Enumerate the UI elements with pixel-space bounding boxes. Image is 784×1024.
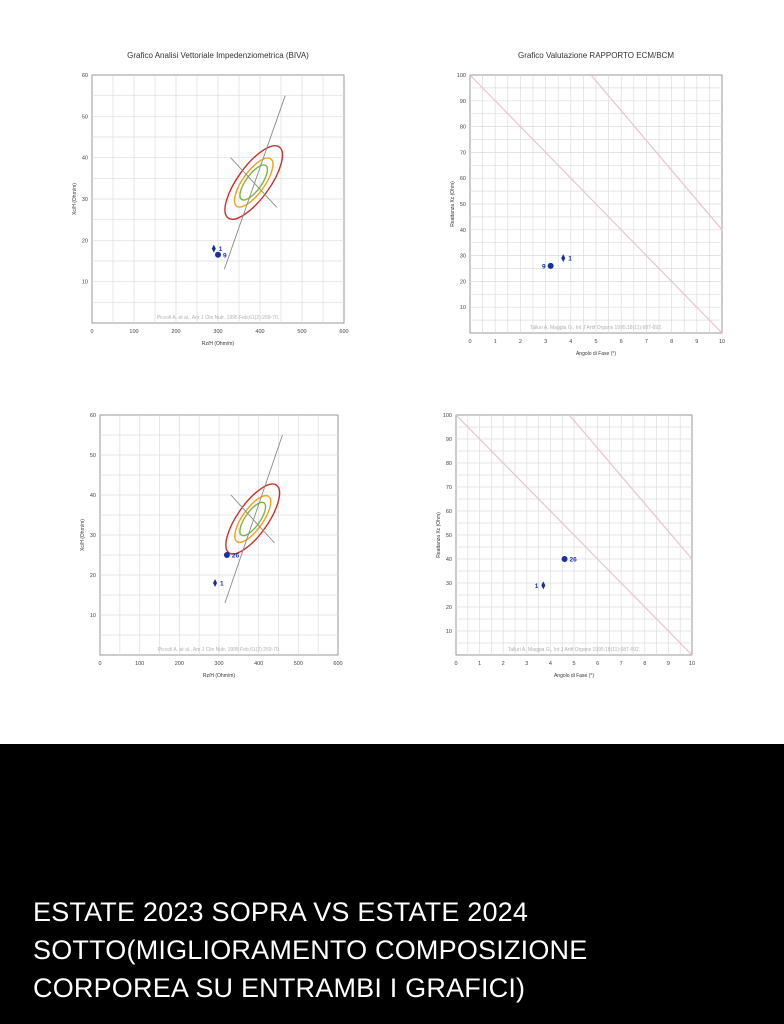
biva-chart-2023 xyxy=(60,30,380,370)
chart-credit: Talluri A, Maggia G., Int J Artif Organs 1995;18(11):687-692. xyxy=(529,325,663,331)
caption-text: ESTATE 2023 SOPRA VS ESTATE 2024 SOTTO(MIGLIORAMENTO COMPOSIZIONE CORPOREA SU ENTRAMBI I GRAFICI) xyxy=(33,897,588,1003)
x-tick-label: 4 xyxy=(548,661,552,667)
x-tick-label: 6 xyxy=(619,339,623,345)
x-tick-label: 0 xyxy=(90,329,94,335)
y-tick-label: 40 xyxy=(445,557,452,563)
data-point-26-marker xyxy=(562,556,568,562)
x-axis-title: Angolo di Fase (°) xyxy=(553,673,595,679)
y-tick-label: 70 xyxy=(445,485,452,491)
y-tick-label: 60 xyxy=(459,176,466,183)
y-tick-label: 60 xyxy=(445,509,452,515)
ecm-bcm-chart-2023 xyxy=(438,30,758,370)
y-axis-title: Reattanza Xc (Ohm) xyxy=(450,181,456,227)
x-tick-label: 8 xyxy=(643,661,647,667)
data-point-9-marker xyxy=(548,263,554,269)
x-tick-label: 400 xyxy=(254,661,264,667)
y-tick-label: 60 xyxy=(81,73,88,79)
x-tick-label: 200 xyxy=(171,329,181,335)
x-tick-label: 4 xyxy=(569,339,573,345)
y-tick-label: 30 xyxy=(445,581,452,587)
data-point-label: 1 xyxy=(534,582,539,590)
x-tick-label: 0 xyxy=(98,661,102,667)
biva-chart-2024 xyxy=(68,395,388,695)
x-tick-label: 100 xyxy=(135,661,145,667)
x-tick-label: 6 xyxy=(596,661,600,667)
y-axis-title: Xc/H (Ohm/m) xyxy=(72,183,78,215)
y-tick-label: 50 xyxy=(459,202,466,208)
y-tick-label: 40 xyxy=(459,227,466,234)
x-tick-label: 5 xyxy=(594,339,598,345)
y-tick-label: 10 xyxy=(81,279,88,286)
x-tick-label: 400 xyxy=(255,329,265,335)
data-point-label: 1 xyxy=(220,580,224,588)
y-tick-label: 90 xyxy=(459,98,466,105)
x-axis-title: Rz/H (Ohm/m) xyxy=(201,341,235,347)
y-axis-title: Reattanza Xc (Ohm) xyxy=(436,512,442,558)
x-tick-label: 300 xyxy=(213,329,223,335)
x-tick-label: 600 xyxy=(339,329,349,335)
data-point-label: 9 xyxy=(542,263,546,271)
y-tick-label: 10 xyxy=(89,613,96,619)
x-tick-label: 1 xyxy=(493,339,497,345)
x-tick-label: 9 xyxy=(695,339,699,345)
y-tick-label: 20 xyxy=(81,238,88,245)
data-point-label: 1 xyxy=(568,255,572,263)
y-tick-label: 50 xyxy=(89,453,96,459)
ecm-bcm-chart-2024 xyxy=(426,395,746,695)
x-tick-label: 10 xyxy=(688,661,696,667)
y-tick-label: 80 xyxy=(459,124,466,131)
y-tick-label: 20 xyxy=(445,605,452,611)
y-tick-label: 10 xyxy=(459,305,466,312)
data-point-label: 9 xyxy=(223,252,227,260)
x-tick-label: 5 xyxy=(572,661,576,667)
y-tick-label: 100 xyxy=(456,73,466,79)
data-point-label: 26 xyxy=(569,556,577,564)
y-tick-label: 50 xyxy=(81,114,88,121)
x-tick-label: 3 xyxy=(525,661,529,667)
y-tick-label: 30 xyxy=(89,533,96,539)
chart-title: Grafico Analisi Vettoriale Impedenziometrica (BIVA) xyxy=(127,51,309,60)
chart-credit: Talluri A, Maggia G., Int J Artif Organs 1995;18(11):687-692. xyxy=(507,647,641,653)
x-tick-label: 0 xyxy=(454,661,458,667)
x-axis-title: Rz/H (Ohm/m) xyxy=(202,673,236,679)
x-tick-label: 200 xyxy=(174,661,184,667)
y-tick-label: 30 xyxy=(81,197,88,203)
chart-title: Grafico Valutazione RAPPORTO ECM/BCM xyxy=(517,51,675,60)
x-axis-title: Angolo di Fase (°) xyxy=(575,351,617,357)
x-tick-label: 500 xyxy=(293,661,303,667)
y-tick-label: 100 xyxy=(442,413,452,419)
data-point-label: 26 xyxy=(231,552,240,560)
x-tick-label: 100 xyxy=(129,329,139,335)
x-tick-label: 600 xyxy=(333,661,343,667)
y-tick-label: 50 xyxy=(445,533,452,539)
y-tick-label: 90 xyxy=(445,437,452,443)
x-tick-label: 9 xyxy=(666,661,670,667)
y-tick-label: 60 xyxy=(89,413,96,419)
x-tick-label: 500 xyxy=(297,329,307,335)
x-tick-label: 2 xyxy=(518,339,522,345)
x-tick-label: 0 xyxy=(468,339,472,345)
y-tick-label: 70 xyxy=(459,150,466,157)
data-point-9-marker xyxy=(215,252,221,258)
y-tick-label: 40 xyxy=(89,493,96,499)
x-tick-label: 8 xyxy=(670,339,674,345)
chart-credit: Piccoli A. et al., Am J Clin Nutr. 1995 Feb;61(2):269-70. xyxy=(157,647,281,653)
x-tick-label: 3 xyxy=(544,339,548,345)
x-tick-label: 2 xyxy=(501,661,505,667)
y-tick-label: 30 xyxy=(459,253,466,260)
chart-credit: Piccoli A. et al., Am J Clin Nutr. 1995 Feb;61(2):269-70. xyxy=(156,315,280,321)
data-point-26-marker xyxy=(224,552,230,558)
x-tick-label: 7 xyxy=(644,339,648,345)
data-point-label: 1 xyxy=(218,246,223,254)
y-tick-label: 20 xyxy=(89,573,96,579)
y-tick-label: 10 xyxy=(445,629,452,635)
x-tick-label: 300 xyxy=(214,661,224,667)
x-tick-label: 10 xyxy=(718,339,726,345)
y-tick-label: 40 xyxy=(81,155,88,162)
y-tick-label: 20 xyxy=(459,279,466,286)
x-tick-label: 7 xyxy=(619,661,623,667)
y-axis-title: Xc/H (Ohm/m) xyxy=(80,519,86,551)
x-tick-label: 1 xyxy=(478,661,482,667)
y-tick-label: 80 xyxy=(445,461,452,467)
